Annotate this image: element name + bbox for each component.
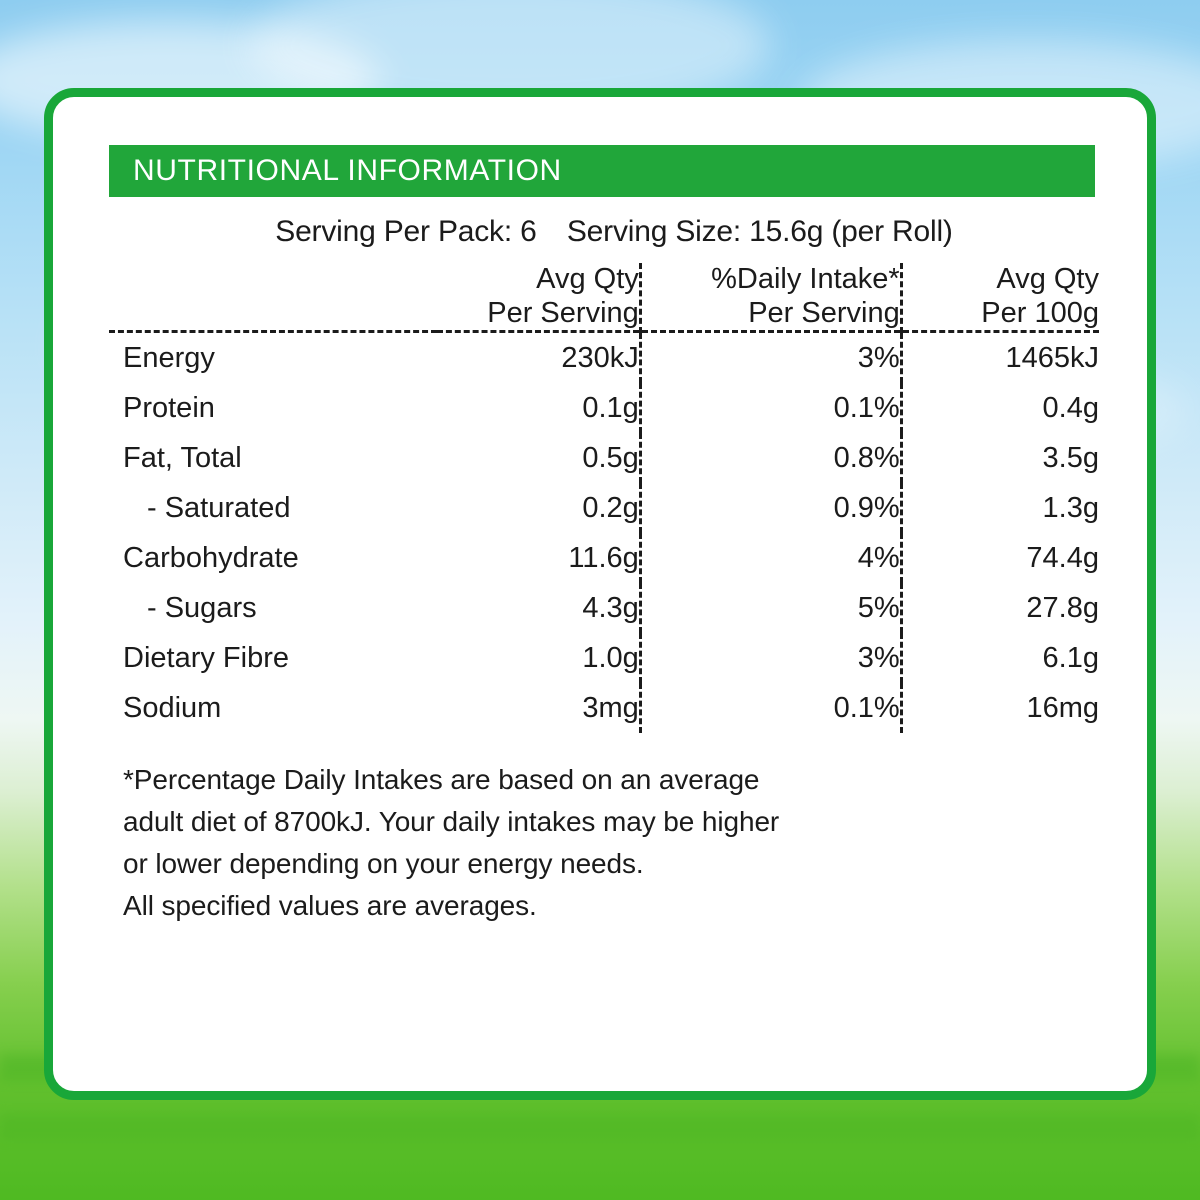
nutrient-per-100g: 1465kJ — [901, 333, 1099, 383]
nutrient-per-serving: 230kJ — [561, 342, 639, 375]
nutrient-name: - Saturated — [147, 492, 291, 525]
column-header-per-serving-line1: Avg Qty — [536, 263, 639, 295]
nutrient-daily-intake: 0.9% — [640, 483, 901, 533]
nutrient-per-serving: 0.1g — [582, 392, 639, 425]
table-row — [109, 333, 1099, 383]
nutrient-per-100g: 0.4g — [901, 383, 1099, 433]
footnote-line-1: *Percentage Daily Intakes are based on an average — [123, 764, 760, 796]
footnote-line-4: All specified values are averages. — [123, 890, 537, 922]
nutrient-per-100g: 27.8g — [901, 583, 1099, 633]
nutrient-per-100g: 1.3g — [901, 483, 1099, 533]
nutrient-name: Carbohydrate — [123, 542, 299, 575]
table-row — [109, 483, 1099, 533]
serving-per-pack: Serving Per Pack: 6 — [275, 215, 537, 248]
nutrient-daily-intake: 4% — [640, 533, 901, 583]
column-header-daily-intake-line1: %Daily Intake* — [711, 263, 900, 295]
nutrient-per-serving: 4.3g — [582, 592, 639, 625]
nutrition-table — [109, 263, 1099, 733]
panel-header — [109, 145, 1095, 197]
nutrient-name: Fat, Total — [123, 442, 242, 475]
nutrient-per-100g: 6.1g — [901, 633, 1099, 683]
column-header-per-100g-line2: Per 100g — [981, 296, 1099, 329]
nutrient-per-serving: 11.6g — [568, 542, 639, 575]
nutrient-daily-intake: 0.8% — [640, 433, 901, 483]
panel-body — [109, 215, 1099, 927]
column-header-nutrient — [109, 263, 437, 332]
column-header-per-serving-line2: Per Serving — [487, 296, 639, 329]
nutrient-per-100g: 16mg — [901, 683, 1099, 733]
footnote-block — [109, 759, 1099, 927]
nutrient-name: - Sugars — [147, 592, 257, 625]
nutrient-per-serving: 3mg — [582, 692, 639, 725]
table-row — [109, 433, 1099, 483]
nutrient-per-100g: 3.5g — [901, 433, 1099, 483]
nutrient-name: Dietary Fibre — [123, 642, 289, 675]
column-header-per-100g-line1: Avg Qty — [996, 263, 1099, 295]
table-row — [109, 533, 1099, 583]
nutrient-per-serving: 0.2g — [582, 492, 639, 525]
panel-title: NUTRITIONAL INFORMATION — [133, 154, 562, 187]
table-header-row — [109, 263, 1099, 332]
nutrient-daily-intake: 0.1% — [640, 683, 901, 733]
nutrient-name: Protein — [123, 392, 215, 425]
nutrient-daily-intake: 5% — [640, 583, 901, 633]
nutrient-daily-intake: 3% — [640, 633, 901, 683]
nutrient-daily-intake: 3% — [640, 333, 901, 383]
nutrient-name: Sodium — [123, 692, 222, 725]
nutrition-panel-card — [44, 88, 1156, 1100]
serving-size: Serving Size: 15.6g (per Roll) — [566, 215, 953, 248]
table-row — [109, 583, 1099, 633]
footnote-line-2: adult diet of 8700kJ. Your daily intakes may be higher — [123, 806, 780, 838]
serving-info-line — [109, 215, 1099, 249]
nutrient-per-serving: 1.0g — [582, 642, 639, 675]
table-row — [109, 683, 1099, 733]
grass-stroke — [0, 1114, 1200, 1140]
nutrient-per-serving: 0.5g — [582, 442, 639, 475]
column-header-per-serving — [437, 263, 641, 332]
column-header-daily-intake — [640, 263, 901, 332]
column-header-daily-intake-line2: Per Serving — [748, 296, 900, 329]
footnote-line-3: or lower depending on your energy needs. — [123, 848, 644, 880]
table-row — [109, 383, 1099, 433]
nutrient-name: Energy — [123, 342, 215, 375]
column-header-per-100g — [901, 263, 1099, 332]
nutrient-daily-intake: 0.1% — [640, 383, 901, 433]
table-row — [109, 633, 1099, 683]
nutrient-per-100g: 74.4g — [901, 533, 1099, 583]
